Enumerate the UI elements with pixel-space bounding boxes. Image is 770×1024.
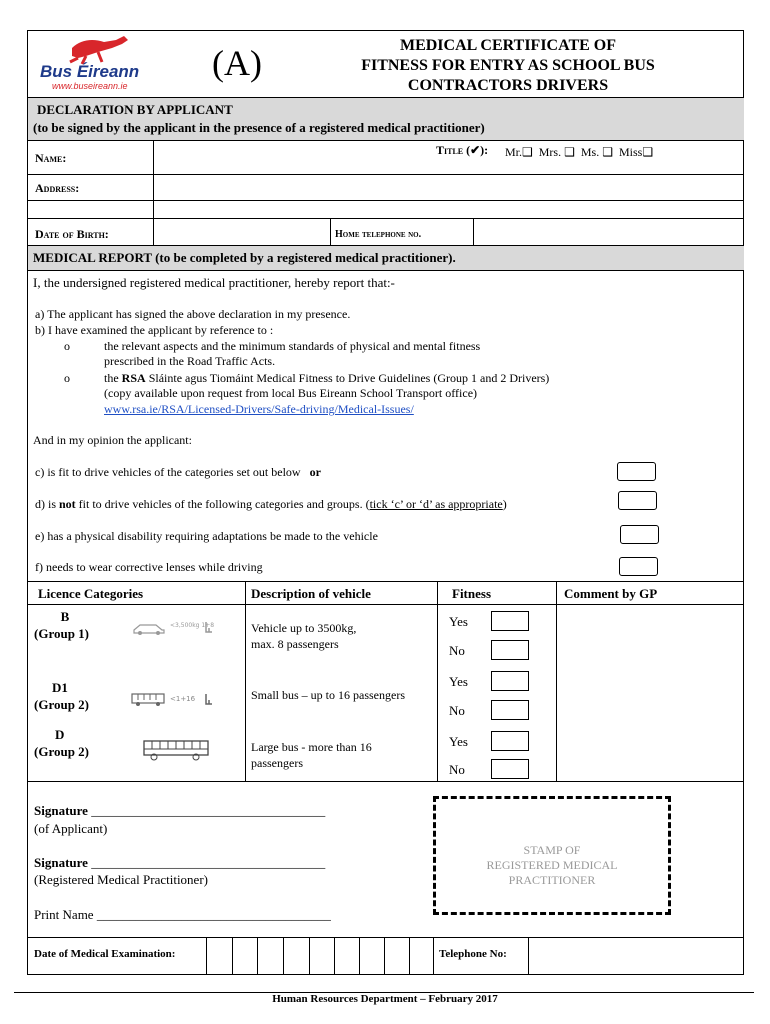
col-header-description: Description of vehicle <box>251 586 371 601</box>
sub2-line2: (copy available upon request from local Bus Eireann School Transport office) <box>104 386 478 400</box>
sig-gp-sub: (Registered Medical Practitioner) <box>34 872 208 887</box>
col-header-comment: Comment by GP <box>564 586 658 601</box>
title-line-3: CONTRACTORS DRIVERS <box>407 77 609 94</box>
item-c: c) is fit to drive vehicles of the categories set out below or <box>35 465 321 479</box>
row-d-no-box[interactable] <box>491 759 529 779</box>
medical-report-heading: MEDICAL REPORT (to be completed by a registered medical practitioner). <box>33 250 456 265</box>
row-b-yes-box[interactable] <box>491 611 529 631</box>
item-a: a) The applicant has signed the above declaration in my presence. <box>35 307 351 321</box>
print-name: Print Name ____________________________________ <box>34 907 331 922</box>
form-title <box>318 36 698 96</box>
logo-url: www.buseireann.ie <box>52 81 128 91</box>
form-code: (A) <box>212 43 262 83</box>
row-d-yes-label: Yes <box>449 734 468 749</box>
declaration-heading: DECLARATION BY APPLICANT <box>37 102 233 117</box>
bus-icon <box>142 738 212 767</box>
declaration-subheading: (to be signed by the applicant in the presence of a registered medical practitioner) <box>33 120 485 135</box>
table-row-b-cat: B <box>60 609 70 624</box>
title-line-2: FITNESS FOR ENTRY AS SCHOOL BUS <box>361 57 655 74</box>
sig-applicant: Signature ____________________________________ <box>34 803 326 818</box>
title-line-1: MEDICAL CERTIFICATE OF <box>399 37 617 54</box>
address-label: Address: <box>35 181 80 195</box>
sub1-line2: prescribed in the Road Traffic Acts. <box>104 354 276 368</box>
svg-text:<3,500kg 1+8: <3,500kg 1+8 <box>170 622 215 629</box>
dob-field[interactable] <box>155 220 330 245</box>
address-field[interactable] <box>155 176 743 218</box>
checkbox-e[interactable] <box>620 525 659 544</box>
svg-text:<1+16: <1+16 <box>170 695 196 703</box>
telephone-label: Telephone No: <box>439 948 507 960</box>
row-b-yes-label: Yes <box>449 614 468 629</box>
table-row-d1-cat: D1 <box>52 680 68 695</box>
bullet-1: o <box>64 339 70 353</box>
col-header-licence: Licence Categories <box>38 586 144 601</box>
sub1-line1: the relevant aspects and the minimum standards of physical and mental fitness <box>104 339 481 353</box>
gp-comment-field[interactable] <box>558 606 742 780</box>
title-option-miss[interactable]: Miss❑ <box>618 145 654 159</box>
table-row-d-cat: D <box>55 727 65 742</box>
col-header-fitness: Fitness <box>452 586 491 601</box>
table-row-b-group: (Group 1) <box>34 626 90 641</box>
home-tel-label: Home telephone no. <box>335 229 422 240</box>
row-d-no-label: No <box>449 762 465 777</box>
table-row-d-group: (Group 2) <box>34 744 90 759</box>
name-label: Name: <box>35 151 67 165</box>
name-field[interactable] <box>155 142 430 174</box>
footer-text: Human Resources Department – February 2017 <box>272 993 498 1005</box>
stamp-text: STAMP OF REGISTERED MEDICAL PRACTITIONER <box>486 843 618 887</box>
title-options <box>505 145 653 160</box>
table-row-d1-group: (Group 2) <box>34 697 90 712</box>
row-b-no-label: No <box>449 643 465 658</box>
row-b-no-box[interactable] <box>491 640 529 660</box>
car-icon <box>130 618 220 643</box>
checkbox-f[interactable] <box>619 557 658 576</box>
logo-text: Bus Éireann <box>40 62 140 81</box>
row-d1-yes-box[interactable] <box>491 671 529 691</box>
dob-label: Date of Birth: <box>35 227 109 241</box>
telephone-field[interactable] <box>529 938 743 974</box>
sig-gp: Signature ____________________________________ <box>34 855 326 870</box>
row-d1-no-label: No <box>449 703 465 718</box>
item-f: f) needs to wear corrective lenses while driving <box>35 560 263 574</box>
sub2-line1: the RSA Sláinte agus Tiomáint Medical Fitness to Drive Guidelines (Group 1 and 2 Drivers) <box>104 371 550 385</box>
item-b: b) I have examined the applicant by reference to : <box>35 323 274 337</box>
sig-applicant-sub: (of Applicant) <box>34 821 108 836</box>
rsa-link[interactable]: www.rsa.ie/RSA/Licensed-Drivers/Safe-driving/Medical-Issues/ <box>104 402 414 416</box>
checkbox-d[interactable] <box>618 491 657 510</box>
table-row-b-desc1: Vehicle up to 3500kg, <box>251 621 357 635</box>
bullet-2: o <box>64 371 70 385</box>
table-row-d-desc2: passengers <box>251 756 303 770</box>
exam-date-label: Date of Medical Examination: <box>34 948 176 960</box>
minibus-icon <box>130 690 220 713</box>
row-d1-no-box[interactable] <box>491 700 529 720</box>
home-tel-field[interactable] <box>475 220 743 245</box>
table-row-b-desc2: max. 8 passengers <box>251 637 339 651</box>
item-e: e) has a physical disability requiring adaptations be made to the vehicle <box>35 529 378 543</box>
table-row-d1-desc1: Small bus – up to 16 passengers <box>251 688 405 702</box>
row-d-yes-box[interactable] <box>491 731 529 751</box>
table-row-d-desc1: Large bus - more than 16 <box>251 740 372 754</box>
row-d1-yes-label: Yes <box>449 674 468 689</box>
report-intro: I, the undersigned registered medical practitioner, hereby report that:- <box>33 275 395 290</box>
title-label: Title (✔): <box>436 143 489 157</box>
checkbox-c[interactable] <box>617 462 656 481</box>
item-d: d) is not fit to drive vehicles of the following categories and groups. (tick ‘c’ or ‘d’ as appropriate) <box>35 497 507 511</box>
title-option-ms[interactable]: Ms. ❑ <box>580 145 613 159</box>
title-option-mr[interactable]: Mr.❑ <box>505 145 533 159</box>
exam-date-field[interactable] <box>207 938 409 974</box>
title-option-mrs[interactable]: Mrs. ❑ <box>538 145 575 159</box>
opinion-text: And in my opinion the applicant: <box>33 433 192 447</box>
